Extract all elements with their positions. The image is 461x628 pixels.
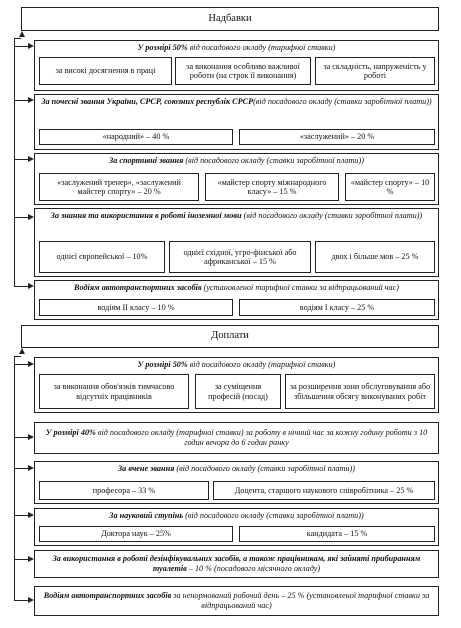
surcharge-group-degree: За науковий ступінь (від посадового окладу (ставки заробітної плати)) Доктора наук – 25% кандидата – 15 % [34,508,439,546]
surcharge-item: за виконання обов'язків тимчасово відсутніх працівників [39,374,189,409]
surcharge-item: за розширення зони обслуговування або збільшення обсягу виконуваних робіт [285,374,435,409]
allowance-item: водіям І класу – 25 % [239,299,435,316]
surcharge-night-work: У розмірі 40% від посадового окладу (тарифної ставки) за роботу в нічний час за кожну годину роботи з 10 годин вечора до 6 годин ранку [34,422,439,454]
allowance-item: однієї європейської – 10% [39,241,165,273]
surcharge-drivers: Водіям автотранспортних засобів за ненормований робочий день – 25 % (установленої тарифної ставки за відпрацьований час) [34,586,439,616]
surcharge-disinfection: За використання в роботі дезінфікувальних засобів, а також працівникам, які зайняті прибиранням туалетів – 10 % (посадового місячного окладу) [34,550,439,578]
allowance-item: «майстер спорту» – 10 % [345,173,435,201]
surcharge-item: за суміщення професій (посад) [195,374,281,409]
allowance-item: за високі досягнення в праці [39,57,172,85]
allowance-item: «заслужений тренер», «заслужений майстер спорту» – 20 % [39,173,199,201]
surcharge-group-50: У розмірі 50% від посадового окладу (тарифної ставки) за виконання обов'язків тимчасово відсутніх працівників за суміщення професій (посад) за розширення зони обслуговування або збільшення обсягу виконуваних робіт [34,357,439,413]
allowance-item: «заслужений» – 20 % [239,129,435,145]
allowance-item: однієї східної, угро-фінської або африканської – 15 % [169,241,311,273]
allowance-group-honorary: За почесні звання України, СРСР, союзних республік СРСР(від посадового окладу (ставки заробітної плати)) «народний» – 40 % «заслужений» – 20 % [34,94,439,150]
surcharges-connector [14,356,15,600]
allowance-group-50: У розмірі 50% від посадового окладу (тарифної ставки) за високі досягнення в праці за виконання особливо важливої роботи (на строк її виконання) за складність, напруженість у роботі [34,40,439,91]
allowances-header: Надбавки [21,7,439,31]
surcharges-header: Доплати [21,325,439,348]
allowance-group-sport: За спортивні звання (від посадового окладу (ставки заробітної плати)) «заслужений тренер», «заслужений майстер спорту» – 20 % «майстер спорту міжнародного класу» – 15 % «майстер спорту» – 10 % [34,153,439,205]
surcharge-item: професора – 33 % [39,481,209,500]
allowance-item: «майстер спорту міжнародного класу» – 15 % [205,173,339,201]
arrow-to-header [19,31,25,37]
allowance-item: за виконання особливо важливої роботи (на строк її виконання) [175,57,311,85]
allowance-item: двох і більше мов – 25 % [315,241,435,273]
allowance-item: за складність, напруженість у роботі [315,57,435,85]
surcharge-item: Доктора наук – 25% [39,526,233,542]
surcharge-group-rank: За вчене звання (від посадового окладу (ставки заробітної плати)) професора – 33 % Доцента, старшого наукового співробітника – 25 % [34,461,439,504]
allowances-connector [14,38,15,286]
allowance-item: «народний» – 40 % [39,129,233,145]
allowance-group-drivers: Водіям автотранспортних засобів (установленої тарифної ставки за відпрацьований час) водіям ІІ класу – 10 % водіям І класу – 25 % [34,280,439,320]
arrow-to-surcharges-header [19,348,25,354]
surcharge-item: Доцента, старшого наукового співробітника – 25 % [213,481,435,500]
allowance-group-languages: За знання та використання в роботі іноземної мови (від посадового окладу (ставки заробітної плати)) однієї європейської – 10% однієї східної, угро-фінської або африканської – 15 % двох і більше мов – 25 % [34,208,439,277]
allowance-item: водіям ІІ класу – 10 % [39,299,233,316]
surcharge-item: кандидата – 15 % [239,526,435,542]
